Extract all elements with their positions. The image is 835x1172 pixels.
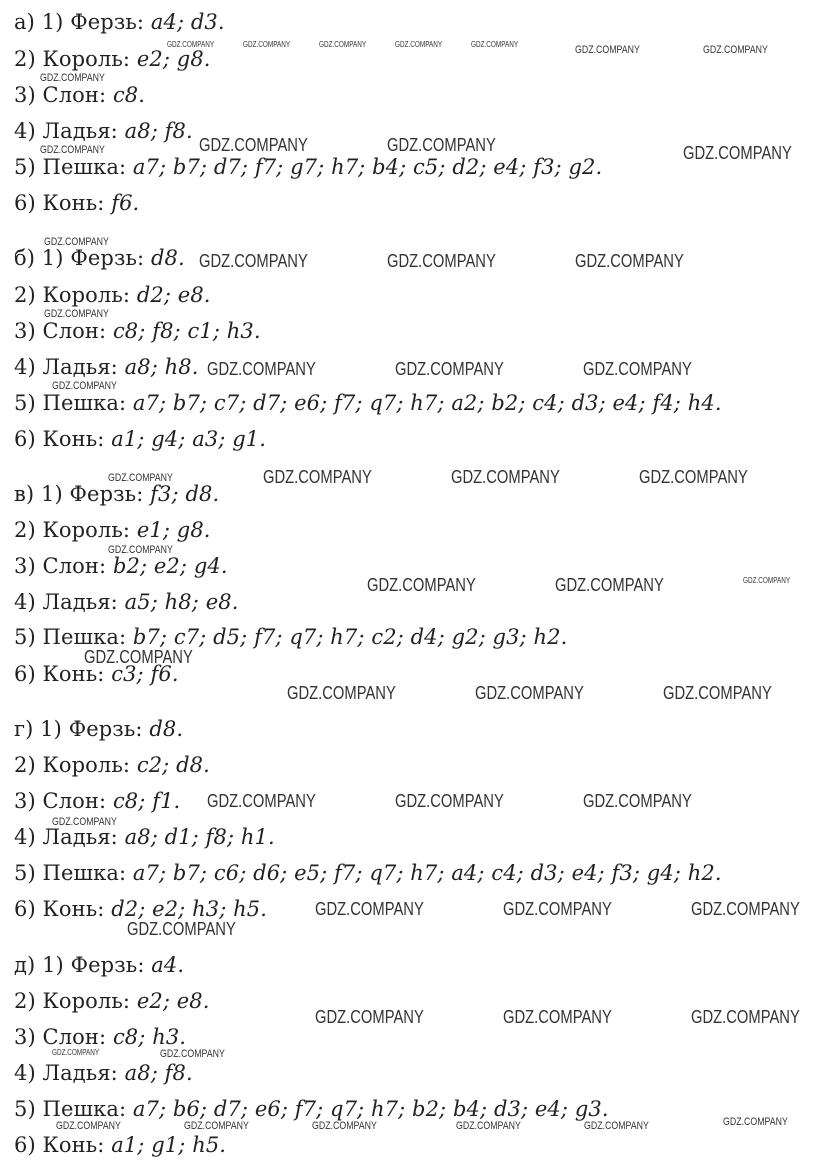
line-label: в) 1) Ферзь: <box>14 482 151 506</box>
watermark: GDZ.COMPANY <box>319 40 367 49</box>
watermark: GDZ.COMPANY <box>160 1048 225 1060</box>
watermark: GDZ.COMPANY <box>207 791 316 811</box>
line-squares: d8. <box>150 246 185 270</box>
line-label: 2) Король: <box>14 47 137 71</box>
line-squares: d2; e8. <box>136 283 211 307</box>
answer-line-d4 <box>14 1058 193 1088</box>
line-label: 5) Пешка: <box>14 861 133 885</box>
answer-line-a5 <box>14 152 602 182</box>
watermark: GDZ.COMPANY <box>207 359 316 379</box>
watermark: GDZ.COMPANY <box>691 899 800 919</box>
line-squares: a8; f8. <box>124 119 193 143</box>
line-label: 2) Король: <box>14 989 137 1013</box>
line-label: а) 1) Ферзь: <box>14 10 151 34</box>
line-label: 2) Король: <box>14 283 137 307</box>
line-label: г) 1) Ферзь: <box>14 717 150 741</box>
watermark: GDZ.COMPANY <box>395 791 504 811</box>
answer-line-b3 <box>14 316 261 346</box>
line-squares: f6. <box>111 191 140 215</box>
watermark: GDZ.COMPANY <box>184 1120 249 1132</box>
watermark: GDZ.COMPANY <box>315 1007 424 1027</box>
answer-line-a4 <box>14 116 193 146</box>
answer-line-g3 <box>14 786 180 816</box>
line-squares: c8. <box>112 83 146 107</box>
line-squares: c8; f1. <box>112 789 181 813</box>
line-squares: a7; b7; c6; d6; e5; f7; q7; h7; a4; c4; d3; e4; f3; g4; h2. <box>132 861 722 885</box>
line-squares: c8; f8; c1; h3. <box>112 319 261 343</box>
watermark: GDZ.COMPANY <box>387 251 496 271</box>
watermark: GDZ.COMPANY <box>56 1120 121 1132</box>
line-label: 2) Король: <box>14 753 137 777</box>
answer-line-v2 <box>14 515 211 545</box>
watermark: GDZ.COMPANY <box>40 144 105 156</box>
watermark: GDZ.COMPANY <box>456 1120 521 1132</box>
watermark: GDZ.COMPANY <box>503 1007 612 1027</box>
line-squares: b2; e2; g4. <box>112 554 228 578</box>
watermark: GDZ.COMPANY <box>199 135 308 155</box>
line-label: 4) Ладья: <box>14 1061 125 1085</box>
watermark: GDZ.COMPANY <box>312 1120 377 1132</box>
answer-line-a6 <box>14 188 139 218</box>
watermark: GDZ.COMPANY <box>44 308 109 320</box>
watermark: GDZ.COMPANY <box>108 472 173 484</box>
line-squares: e1; g8. <box>136 518 211 542</box>
line-label: 6) Конь: <box>14 897 112 921</box>
watermark: GDZ.COMPANY <box>583 791 692 811</box>
watermark: GDZ.COMPANY <box>503 899 612 919</box>
watermark: GDZ.COMPANY <box>703 44 768 56</box>
line-label: 2) Король: <box>14 518 137 542</box>
watermark: GDZ.COMPANY <box>471 40 519 49</box>
line-squares: e2; g8. <box>136 47 211 71</box>
line-label: 3) Слон: <box>14 83 113 107</box>
watermark: GDZ.COMPANY <box>52 380 117 392</box>
line-label: 6) Конь: <box>14 427 112 451</box>
line-label: 6) Конь: <box>14 1133 112 1157</box>
watermark: GDZ.COMPANY <box>40 72 105 84</box>
watermark: GDZ.COMPANY <box>287 683 396 703</box>
line-squares: a1; g1; h5. <box>111 1133 227 1157</box>
line-label: 6) Конь: <box>14 191 112 215</box>
line-squares: e2; e8. <box>136 989 210 1013</box>
answer-line-d6 <box>14 1130 226 1160</box>
line-label: 4) Ладья: <box>14 119 125 143</box>
line-squares: c8; h3. <box>112 1025 187 1049</box>
watermark: GDZ.COMPANY <box>584 1120 649 1132</box>
answer-line-g1 <box>14 714 183 744</box>
watermark: GDZ.COMPANY <box>395 359 504 379</box>
answer-line-g5 <box>14 858 722 888</box>
watermark: GDZ.COMPANY <box>84 647 193 667</box>
watermark: GDZ.COMPANY <box>52 816 117 828</box>
answer-line-b5 <box>14 388 722 418</box>
watermark: GDZ.COMPANY <box>199 251 308 271</box>
answer-line-b6 <box>14 424 266 454</box>
watermark: GDZ.COMPANY <box>683 143 792 163</box>
watermark: GDZ.COMPANY <box>108 544 173 556</box>
line-squares: a8; f8. <box>124 1061 193 1085</box>
answer-line-b4 <box>14 352 199 382</box>
watermark: GDZ.COMPANY <box>395 40 443 49</box>
line-squares: a8; d1; f8; h1. <box>124 825 275 849</box>
line-squares: a5; h8; e8. <box>124 590 239 614</box>
line-label: 5) Пешка: <box>14 155 133 179</box>
line-squares: d2; e2; h3; h5. <box>111 897 268 921</box>
line-label: 5) Пешка: <box>14 391 133 415</box>
watermark: GDZ.COMPANY <box>387 135 496 155</box>
watermark: GDZ.COMPANY <box>663 683 772 703</box>
watermark: GDZ.COMPANY <box>475 683 584 703</box>
watermark: GDZ.COMPANY <box>575 44 640 56</box>
line-squares: f3; d8. <box>150 482 220 506</box>
line-label: 5) Пешка: <box>14 1097 133 1121</box>
answer-line-b2 <box>14 280 211 310</box>
watermark: GDZ.COMPANY <box>44 236 109 248</box>
line-label: 3) Слон: <box>14 1025 113 1049</box>
line-label: 4) Ладья: <box>14 825 125 849</box>
line-label: 3) Слон: <box>14 554 113 578</box>
line-squares: d8. <box>149 717 184 741</box>
line-squares: a7; b7; d7; f7; g7; h7; b4; c5; d2; e4; f3; g2. <box>132 155 603 179</box>
line-label: б) 1) Ферзь: <box>14 246 151 270</box>
answer-line-g2 <box>14 750 210 780</box>
line-squares: c2; d8. <box>136 753 210 777</box>
line-squares: a4. <box>151 953 185 977</box>
line-squares: a7; b6; d7; e6; f7; q7; h7; b2; b4; d3; e4; g3. <box>132 1097 609 1121</box>
watermark: GDZ.COMPANY <box>743 576 791 585</box>
watermark: GDZ.COMPANY <box>263 467 372 487</box>
line-label: 3) Слон: <box>14 319 113 343</box>
line-label: 4) Ладья: <box>14 590 125 614</box>
watermark: GDZ.COMPANY <box>52 1048 100 1057</box>
line-label: д) 1) Ферзь: <box>14 953 152 977</box>
watermark: GDZ.COMPANY <box>575 251 684 271</box>
line-squares: a7; b7; c7; d7; e6; f7; q7; h7; a2; b2; c4; d3; e4; f4; h4. <box>132 391 722 415</box>
line-squares: a8; h8. <box>124 355 199 379</box>
watermark: GDZ.COMPANY <box>167 40 215 49</box>
watermark: GDZ.COMPANY <box>583 359 692 379</box>
watermark: GDZ.COMPANY <box>451 467 560 487</box>
watermark: GDZ.COMPANY <box>243 40 291 49</box>
watermark: GDZ.COMPANY <box>315 899 424 919</box>
answer-line-d1 <box>14 950 184 980</box>
line-squares: a4; d3. <box>150 10 225 34</box>
answer-line-d2 <box>14 986 210 1016</box>
line-squares: c3; f6. <box>111 662 179 686</box>
line-label: 4) Ладья: <box>14 355 125 379</box>
line-label: 5) Пешка: <box>14 625 133 649</box>
watermark: GDZ.COMPANY <box>127 919 236 939</box>
line-label: 3) Слон: <box>14 789 113 813</box>
watermark: GDZ.COMPANY <box>639 467 748 487</box>
answer-line-a3 <box>14 80 145 110</box>
watermark: GDZ.COMPANY <box>555 575 664 595</box>
watermark: GDZ.COMPANY <box>367 575 476 595</box>
line-squares: a1; g4; a3; g1. <box>111 427 267 451</box>
answer-line-a1 <box>14 7 225 37</box>
watermark: GDZ.COMPANY <box>691 1007 800 1027</box>
line-squares: b7; c7; d5; f7; q7; h7; c2; d4; g2; g3; h2. <box>132 625 568 649</box>
answer-line-v4 <box>14 587 238 617</box>
line-label: 6) Конь: <box>14 662 112 686</box>
watermark: GDZ.COMPANY <box>723 1116 788 1128</box>
